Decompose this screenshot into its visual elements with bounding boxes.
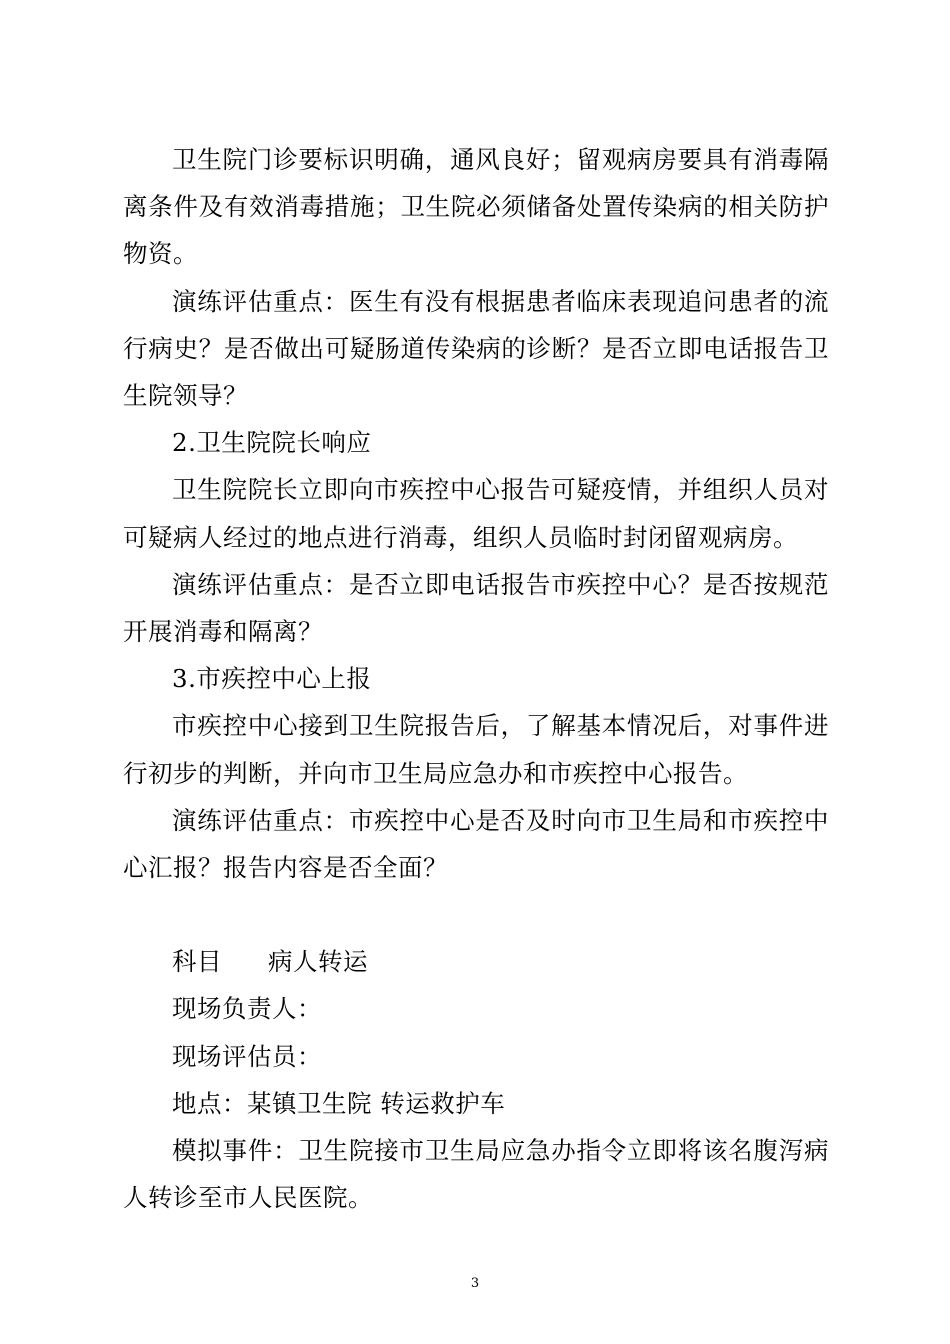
section-heading-director-response: 2.卫生院院长响应 xyxy=(172,428,372,458)
paragraph-evaluation-doctor: 演练评估重点：医生有没有根据患者临床表现追问患者的流行病史？是否做出可疑肠道传染病的诊断？是否立即电话报告卫生院领导？ xyxy=(123,286,829,411)
field-location: 地点：某镇卫生院 转运救护车 xyxy=(172,1088,506,1118)
blank-line xyxy=(123,891,829,938)
subject-label: 科目 xyxy=(172,947,222,977)
paragraph-director-report: 卫生院院长立即向市疾控中心报告可疑疫情，并组织人员对可疑病人经过的地点进行消毒，组织人员临时封闭留观病房。 xyxy=(123,475,829,552)
page-number: 3 xyxy=(470,1276,480,1291)
subject-value: 病人转运 xyxy=(268,947,368,977)
document-body xyxy=(123,136,829,1221)
field-site-manager: 现场负责人： xyxy=(172,994,322,1024)
section-heading-cdc-report: 3.市疾控中心上报 xyxy=(172,664,372,694)
paragraph-simulated-event: 模拟事件：卫生院接市卫生局应急办指令立即将该名腹泻病人转诊至市人民医院。 xyxy=(123,1136,829,1213)
paragraph-evaluation-cdc: 演练评估重点：市疾控中心是否及时向市卫生局和市疾控中心汇报？报告内容是否全面？ xyxy=(123,805,829,883)
paragraph-evaluation-director: 演练评估重点：是否立即电话报告市疾控中心？是否按规范开展消毒和隔离？ xyxy=(123,569,829,647)
paragraph-clinic-requirements: 卫生院门诊要标识明确，通风良好；留观病房要具有消毒隔离条件及有效消毒措施；卫生院必须储备处置传染病的相关防护物资。 xyxy=(123,145,829,269)
field-site-evaluator: 现场评估员： xyxy=(172,1041,322,1071)
subject-line xyxy=(123,938,829,985)
paragraph-cdc-report: 市疾控中心接到卫生院报告后，了解基本情况后，对事件进行初步的判断，并向市卫生局应急办和市疾控中心报告。 xyxy=(123,711,829,788)
